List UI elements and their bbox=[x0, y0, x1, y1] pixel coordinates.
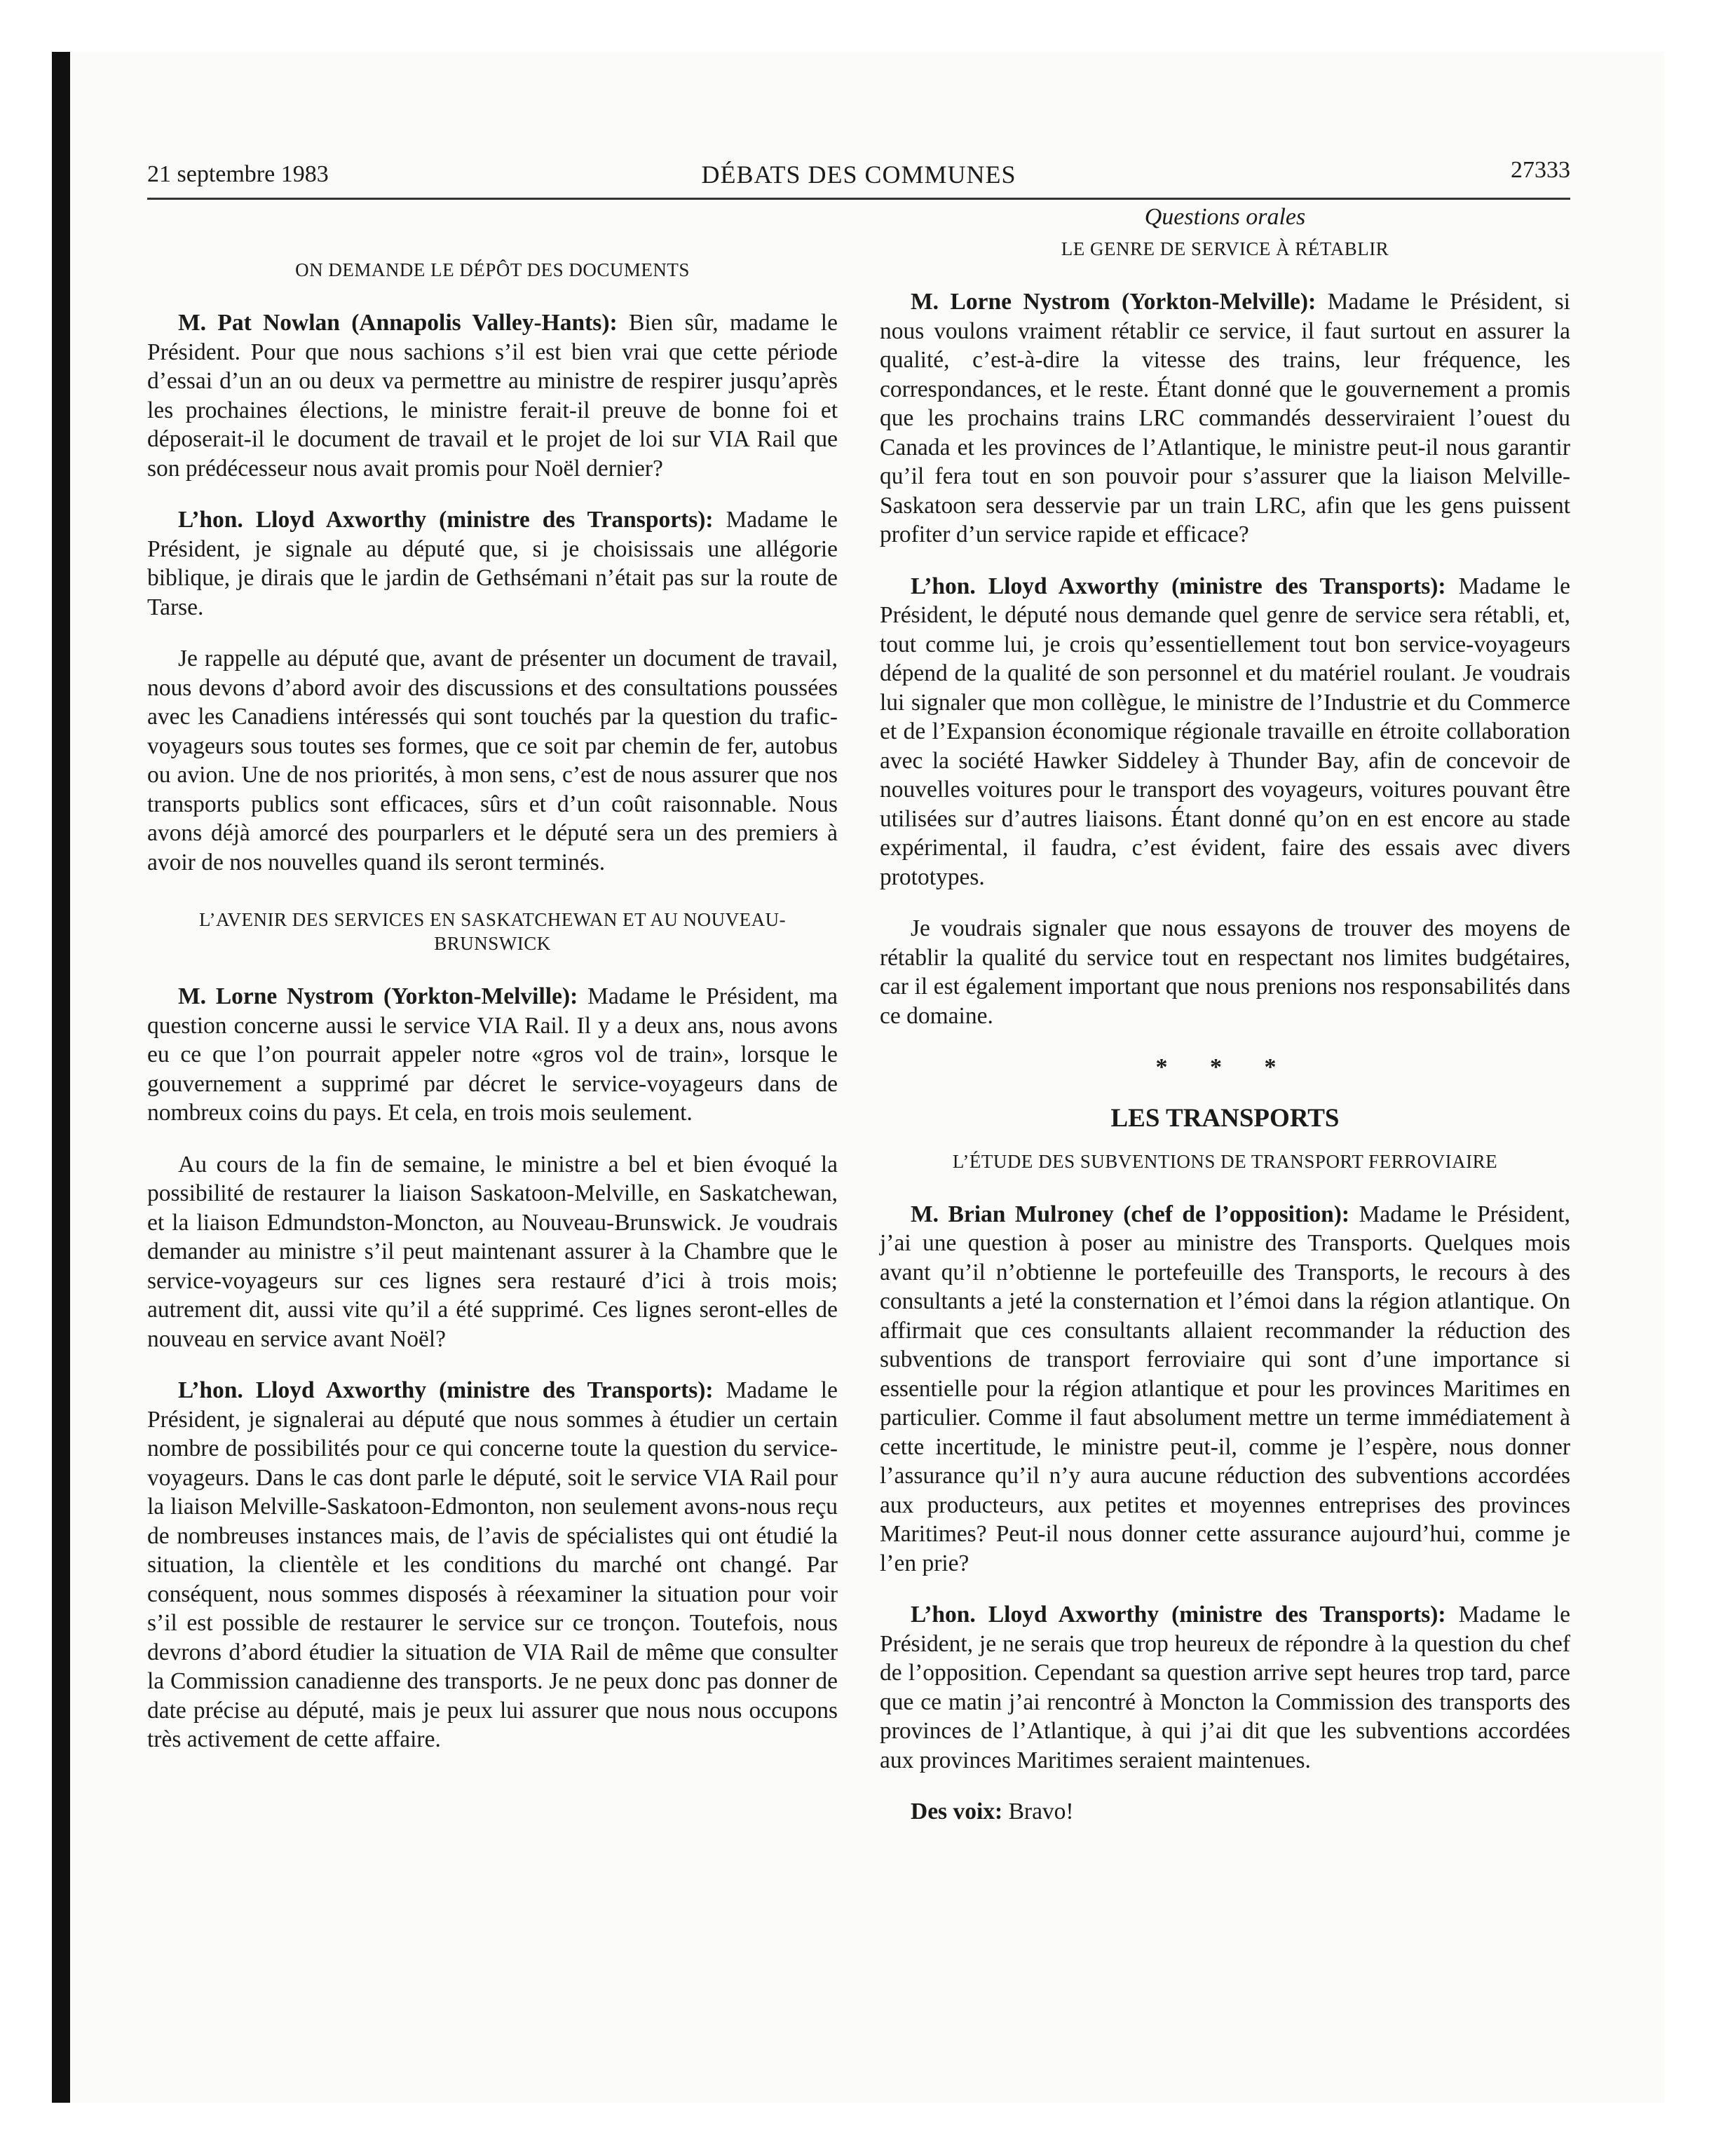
section-label: Questions orales bbox=[1144, 204, 1306, 230]
header-title: DÉBATS DES COMMUNES bbox=[701, 161, 1016, 189]
section-separator: * * * bbox=[1155, 1054, 1295, 1080]
section-heading: LE GENRE DE SERVICE À RÉTABLIR bbox=[1061, 238, 1389, 259]
speaker-name: M. Brian Mulroney (chef de l’opposition): bbox=[911, 1201, 1350, 1227]
paragraph bbox=[147, 505, 838, 622]
speaker-name: L’hon. Lloyd Axworthy (ministre des Transports): bbox=[911, 1602, 1446, 1628]
section-heading: L’AVENIR DES SERVICES EN SASKATCHEWAN ET AU NOUVEAU-BRUNSWICK bbox=[198, 909, 787, 954]
paragraph bbox=[880, 572, 1570, 892]
paragraph bbox=[880, 1600, 1570, 1775]
running-header bbox=[147, 156, 1570, 200]
page-number: 27333 bbox=[1511, 157, 1570, 183]
speech-text: Madame le Président, le député nous demande quel genre de service sera rétabli, et, tout comme lui, je crois qu’essentiellement tout bon service-voyageurs dépend de la qualité de son personnel et du matériel roulant. Je voudrais lui signaler que mon collègue, le ministre de l’Industrie et du Commerce et de l’Expansion économique régionale travaille en étroite collaboration avec la société Hawker Siddeley à Thunder Bay, afin de concevoir de nouvelles voitures pour le transport des voyageurs, voitures pouvant être utilisées sur d’autres liaisons. Étant donné qu’on en est encore au stade expérimental, il faudra, c’est évident, faire des essais avec divers prototypes. bbox=[880, 573, 1570, 890]
speaker-name: M. Lorne Nystrom (Yorkton-Melville): bbox=[178, 983, 578, 1009]
speaker-name: Des voix: bbox=[911, 1799, 1003, 1824]
speech-text: Madame le Président, je signalerai au député que nous sommes à étudier un certain nombre de possibilités pour ce qui concerne toute la question du service-voyageurs. Dans le cas dont parle le député, soit le service VIA Rail pour la liaison Melville-Saskatoon-Edmonton, non seulement avons-nous reçu de nombreuses instances mais, de l’avis de spécialistes qui ont étudié la situation, la clientèle et les conditions du marché ont changé. Par conséquent, nous sommes disposés à réexaminer la situation pour voir s’il est possible de restaurer le service sur ce tronçon. Toutefois, nous devrons d’abord étudier la situation de VIA Rail de même que consulter la Commission canadienne des transports. Je ne peux donc pas donner de date précise au député, mais je peux lui assurer que nous nous occupons très activement de cette affaire. bbox=[147, 1377, 838, 1752]
speech-text: Madame le Président, si nous voulons vraiment rétablir ce service, il faut surtout en assurer la qualité, c’est-à-dire la vitesse des trains, leur fréquence, les correspondances, et le reste. Étant donné que le gouvernement a promis que les prochains trains LRC commandés desserviraient l’ouest du Canada et les provinces de l’Atlantique, le ministre peut-il nous garantir qu’il fera tout en son pouvoir pour s’assurer que la liaison Melville-Saskatoon sera desservie par un train LRC, afin que les gens puissent profiter d’un service rapide et efficace? bbox=[880, 289, 1570, 547]
speaker-name: L’hon. Lloyd Axworthy (ministre des Transports): bbox=[178, 1377, 714, 1403]
speaker-name: L’hon. Lloyd Axworthy (ministre des Transports): bbox=[178, 507, 714, 533]
paragraph bbox=[147, 1376, 838, 1754]
speaker-name: M. Lorne Nystrom (Yorkton-Melville): bbox=[911, 289, 1316, 315]
section-heading: L’ÉTUDE DES SUBVENTIONS DE TRANSPORT FERROVIAIRE bbox=[952, 1150, 1498, 1172]
speech-text: Madame le Président, ma question concerne aussi le service VIA Rail. Il y a deux ans, nous avons eu ce que l’on pourrait appeler notre «gros vol de train», lorsque le gouvernement a supprimé par décret le service-voyageurs dans de nombreux coins du pays. Et cela, en trois mois seulement. bbox=[147, 983, 838, 1126]
speaker-name: M. Pat Nowlan (Annapolis Valley-Hants): bbox=[178, 310, 618, 336]
left-column bbox=[147, 203, 838, 1777]
speech-text: Madame le Président, je signale au député que, si je choisissais une allégorie biblique, je dirais que le jardin de Gethsémani n’était pas sur la route de Tarse. bbox=[147, 507, 838, 620]
speech-text: Bien sûr, madame le Président. Pour que nous sachions s’il est bien vrai que cette période d’essai d’un an ou deux va permettre au ministre de respirer jusqu’après les prochaines élections, le ministre ferait-il preuve de bonne foi et déposerait-il le document de travail et le projet de loi sur VIA Rail que son prédécesseur nous avait promis pour Noël dernier? bbox=[147, 310, 838, 482]
paragraph bbox=[147, 308, 838, 483]
header-date: 21 septembre 1983 bbox=[147, 161, 329, 187]
paragraph bbox=[880, 1797, 1570, 1827]
paragraph bbox=[880, 287, 1570, 550]
paragraph bbox=[880, 1200, 1570, 1578]
paragraph: Je voudrais signaler que nous essayons de trouver des moyens de rétablir la qualité du service tout en respectant nos limites budgétaires, car il est également important que nous prenions nos responsabilités dans ce domaine. bbox=[880, 915, 1570, 1029]
speech-text: Madame le Président, j’ai une question à poser au ministre des Transports. Quelques mois avant qu’il n’obtienne le portefeuille des Transports, le recours à des consultants a jeté la consternation et l’émoi dans la région atlantique. On affirmait que ces consultants allaient recommander la réduction des subventions de transport ferroviaire qui sont d’une importance si essentielle pour la région atlantique et pour les provinces Maritimes en particulier. Comme il faut absolument mettre un terme immédiatement à cette incertitude, le ministre peut-il, comme je l’espère, nous donner l’assurance qu’il n’y aura aucune réduction des subventions accordées aux producteurs, aux petites et moyennes entreprises des provinces Maritimes? Peut-il nous donner cette assurance aujourd’hui, comme je l’en prie? bbox=[880, 1201, 1570, 1576]
speech-text: Madame le Président, je ne serais que trop heureux de répondre à la question du chef de l’opposition. Cependant sa question arrive sept heures trop tard, parce que ce matin j’ai rencontré à Moncton la Commission des transports des provinces de l’Atlantique, à qui j’ai dit que les subventions accordées aux provinces Maritimes seraient maintenues. bbox=[880, 1602, 1570, 1773]
paragraph: Au cours de la fin de semaine, le ministre a bel et bien évoqué la possibilité de restaurer la liaison Saskatoon-Melville, en Saskatchewan, et la liaison Edmundston-Moncton, au Nouveau-Brunswick. Je voudrais demander au ministre s’il peut maintenant assurer à la Chambre que le service-voyageurs sur ces lignes sera restauré d’ici à trois mois; autrement dit, aussi vite qu’il a été supprimé. Ces lignes seront-elles de nouveau en service avant Noël? bbox=[147, 1151, 838, 1352]
speech-text: Bravo! bbox=[1002, 1799, 1074, 1824]
paragraph: Je rappelle au député que, avant de présenter un document de travail, nous devons d’abord avoir des discussions et des consultations poussées avec les Canadiens intéressés qui sont touchés par la question du trafic-voyageurs sous toutes ses formes, que ce soit par chemin de fer, autobus ou avion. Une de nos priorités, à mon sens, c’est de nous assurer que nos transports publics sont efficaces, sûrs et d’un coût raisonnable. Nous avons déjà amorcé des pourparlers et le député sera un des premiers à avoir de nos nouvelles quand ils seront terminés. bbox=[147, 646, 838, 875]
right-column bbox=[880, 203, 1570, 1849]
section-heading: ON DEMANDE LE DÉPÔT DES DOCUMENTS bbox=[295, 259, 690, 280]
section-title: LES TRANSPORTS bbox=[1110, 1103, 1340, 1133]
paragraph bbox=[147, 982, 838, 1128]
speaker-name: L’hon. Lloyd Axworthy (ministre des Transports): bbox=[911, 573, 1446, 599]
